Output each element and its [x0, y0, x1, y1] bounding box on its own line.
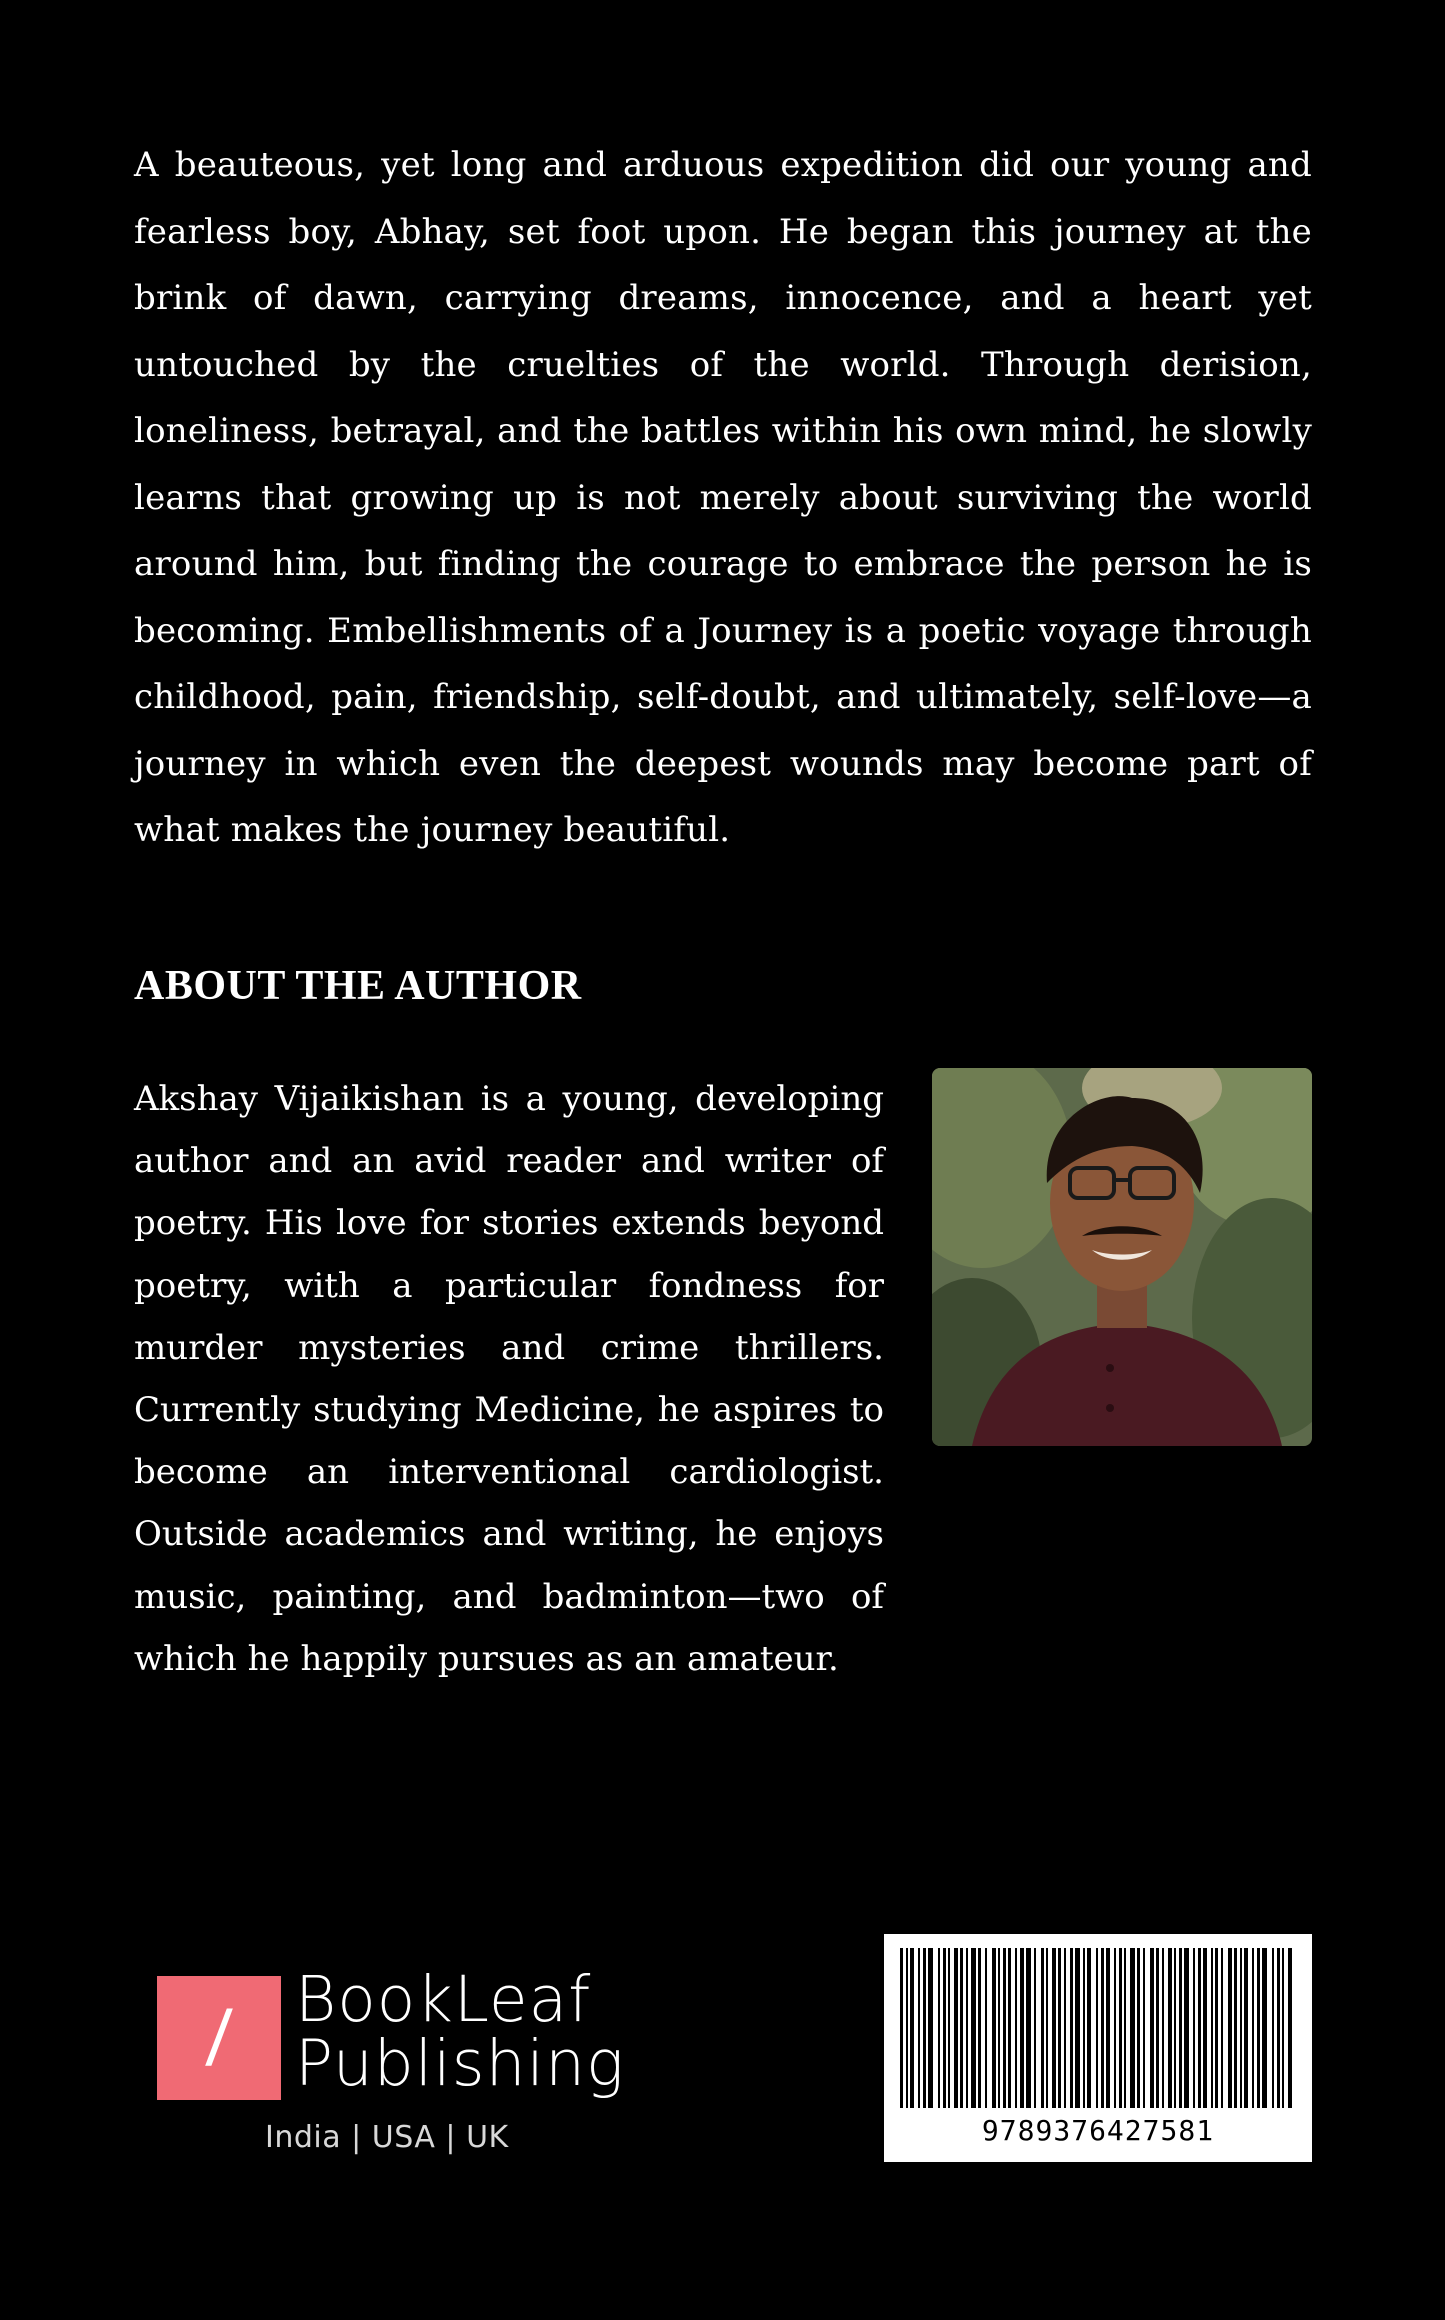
barcode-bar — [1156, 1948, 1159, 2108]
barcode-bar — [1228, 1948, 1232, 2108]
barcode-bar — [1087, 1948, 1091, 2108]
barcode-bar — [1193, 1948, 1195, 2108]
barcode-bar — [1282, 1948, 1284, 2108]
barcode-bar — [992, 1948, 996, 2108]
barcode-bar — [1143, 1948, 1145, 2108]
barcode-bar — [1150, 1948, 1154, 2108]
barcode-bar — [1277, 1948, 1280, 2108]
barcode-bar — [1020, 1948, 1024, 2108]
barcode-bar — [978, 1948, 981, 2108]
barcode-bar — [1106, 1948, 1110, 2108]
barcode-bar — [1070, 1948, 1073, 2108]
barcode-bar — [1244, 1948, 1248, 2108]
barcode-bar — [1168, 1948, 1172, 2108]
barcode-bar — [900, 1948, 903, 2108]
barcode-bar — [1026, 1948, 1031, 2108]
barcode-bar — [906, 1948, 908, 2108]
barcode-bar — [971, 1948, 976, 2108]
barcode-bar — [954, 1948, 958, 2108]
barcode-bar — [943, 1948, 946, 2108]
barcode-bar — [1058, 1948, 1061, 2108]
barcode-bar — [1203, 1948, 1207, 2108]
barcode-bar — [1101, 1948, 1104, 2108]
publisher-name-line1: BookLeaf — [295, 1963, 592, 2036]
barcode-bar — [1179, 1948, 1182, 2108]
barcode-bar — [1211, 1948, 1213, 2108]
barcode-bar — [1240, 1948, 1242, 2108]
barcode-bar — [1130, 1948, 1135, 2108]
barcode-bar — [948, 1948, 950, 2108]
barcode-bar — [1046, 1948, 1048, 2108]
barcode-bar — [918, 1948, 920, 2108]
barcode-bar — [960, 1948, 963, 2108]
publisher-name — [295, 1963, 625, 2100]
publisher-logo — [157, 1963, 625, 2168]
publisher-name-line2: Publishing — [295, 2027, 625, 2100]
barcode-bar — [1003, 1948, 1006, 2108]
barcode-bar — [910, 1948, 914, 2108]
isbn-barcode — [884, 1934, 1312, 2162]
author-bio: Akshay Vijaikishan is a young, developing author and an avid reader and writer of poetry. His love for stories extends beyond poetry, with a particular fondness for murder mysteries and crime thrillers. Currently studying Medicine, he aspires to become an interventional cardiologist. Outside academics and writing, he enjoys music, painting, and badminton—two of which he happily pursues as an amateur. — [134, 1079, 884, 1679]
barcode-bars — [900, 1948, 1296, 2108]
publisher-mark-glyph: / — [203, 1993, 235, 2082]
barcode-bar — [1262, 1948, 1267, 2108]
back-cover-blurb: A beauteous, yet long and arduous expedition did our young and fearless boy, Abhay, set foot upon. He began this journey at the brink of dawn, carrying dreams, innocence, and a heart yet untouched by the cruelties of the world. Through derision, loneliness, betrayal, and the battles within his own mind, he slowly learns that growing up is not merely about surviving the world around him, but finding the courage to embrace the person he is becoming. Embellishments of a Journey is a poetic voyage through childhood, pain, friendship, self-doubt, and ultimately, self-love—a journey in which even the deepest wounds may become part of what makes the journey beautiful. — [134, 145, 1312, 850]
barcode-bar — [1034, 1948, 1036, 2108]
barcode-bar — [1041, 1948, 1044, 2108]
isbn-number: 9789376427581 — [981, 2114, 1215, 2147]
publisher-slash-mark — [157, 1976, 281, 2100]
barcode-bar — [1252, 1948, 1254, 2108]
barcode-bar — [1114, 1948, 1116, 2108]
barcode-bar — [1015, 1948, 1017, 2108]
barcode-bar — [938, 1948, 940, 2108]
barcode-bar — [1137, 1948, 1140, 2108]
barcode-bar — [1174, 1948, 1176, 2108]
barcode-bar — [923, 1948, 926, 2108]
barcode-bar — [1075, 1948, 1080, 2108]
barcode-bar — [1234, 1948, 1237, 2108]
barcode-bar — [1096, 1948, 1098, 2108]
barcode-bar — [928, 1948, 933, 2108]
barcode-bar — [1162, 1948, 1164, 2108]
barcode-bar — [1272, 1948, 1274, 2108]
barcode-bar — [985, 1948, 987, 2108]
barcode-bar — [1124, 1948, 1126, 2108]
barcode-bar — [998, 1948, 1000, 2108]
barcode-bar — [1257, 1948, 1260, 2108]
barcode-bar — [1215, 1948, 1218, 2108]
barcode-bar — [1221, 1948, 1223, 2108]
barcode-bar — [1008, 1948, 1011, 2108]
barcode-bar — [1064, 1948, 1066, 2108]
barcode-bar — [1083, 1948, 1085, 2108]
barcode-bar — [1198, 1948, 1201, 2108]
barcode-bar — [1119, 1948, 1122, 2108]
barcode-bar — [1052, 1948, 1056, 2108]
author-photo — [932, 1068, 1312, 1446]
publisher-regions: India | USA | UK — [265, 2120, 509, 2155]
about-author-heading: ABOUT THE AUTHOR — [134, 963, 582, 1009]
barcode-bar — [1288, 1948, 1292, 2108]
barcode-bar — [1184, 1948, 1189, 2108]
barcode-bar — [966, 1948, 968, 2108]
